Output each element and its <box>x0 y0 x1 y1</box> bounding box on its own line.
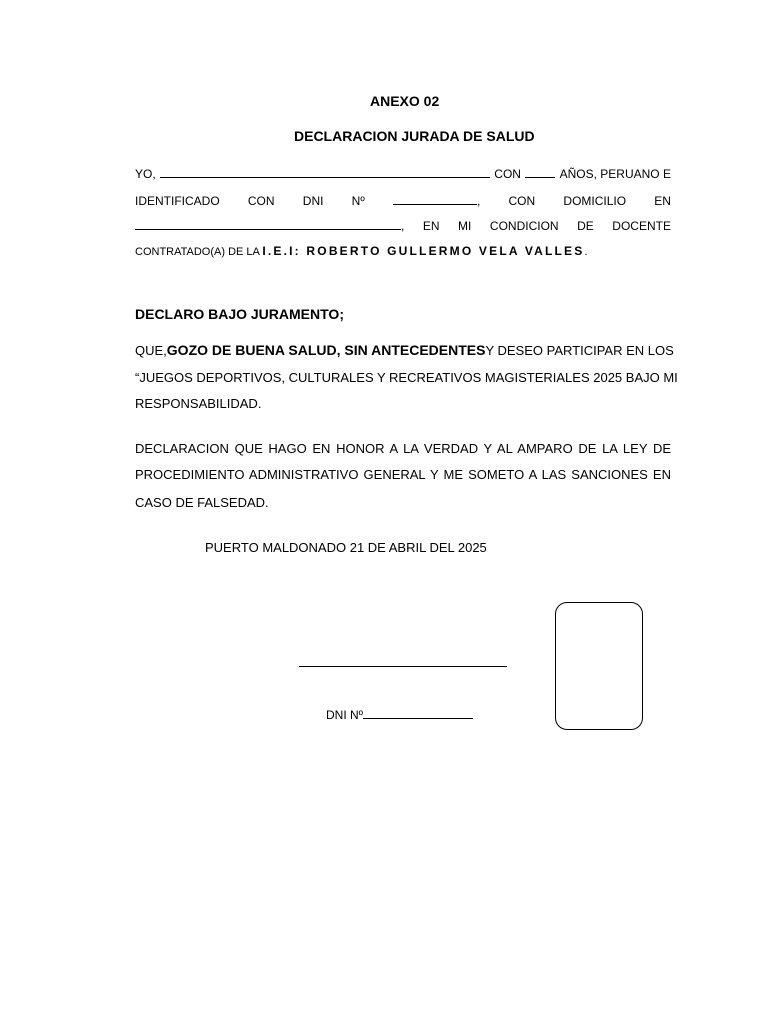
name-blank[interactable] <box>160 166 490 178</box>
annex-label: ANEXO 02 <box>370 93 440 109</box>
place-date: PUERTO MALDONADO 21 DE ABRIL DEL 2025 <box>205 540 487 555</box>
para2-line-1: DECLARACION QUE HAGO EN HONOR A LA VERDAD Y AL AMPARO DE LA LEY DE <box>135 441 671 456</box>
para1-line-1 <box>135 342 674 358</box>
en-label: EN <box>654 194 671 208</box>
para2-line-3: CASO DE FALSEDAD. <box>135 495 269 510</box>
num-label: Nº <box>351 194 365 208</box>
signature-line[interactable] <box>299 666 507 667</box>
fingerprint-box <box>555 602 643 730</box>
para1-rest: Y DESEO PARTICIPAR EN LOS <box>485 343 674 358</box>
school-name: I.E.I: ROBERTO GULLERMO VELA VALLES <box>262 244 585 258</box>
contratado-label: CONTRATADO(A) DE LA <box>135 246 260 258</box>
signature-dni-blank[interactable] <box>363 707 473 719</box>
para1-line-2: “JUEGOS DEPORTIVOS, CULTURALES Y RECREATIVOS MAGISTERIALES 2025 BAJO MI <box>135 370 678 385</box>
document-title: DECLARACION JURADA DE SALUD <box>294 128 535 144</box>
domicilio-label: DOMICILIO <box>563 194 627 208</box>
period: . <box>584 246 588 258</box>
condicion-label: CONDICION <box>489 219 559 233</box>
dni-label: DNI <box>302 194 324 208</box>
intro-line-4 <box>135 244 588 258</box>
intro-line-2 <box>135 193 671 208</box>
docente-label: DOCENTE <box>612 219 671 233</box>
yo-label: YO, <box>135 167 156 181</box>
comma-2: , <box>401 219 405 233</box>
intro-line-3 <box>135 218 671 233</box>
dni-blank[interactable] <box>393 193 477 205</box>
anos-label: AÑOS, PERUANO E <box>559 167 671 181</box>
para2-line-2: PROCEDIMIENTO ADMINISTRATIVO GENERAL Y ME SOMETO A LAS SANCIONES EN <box>135 467 671 482</box>
address-blank[interactable] <box>135 218 401 230</box>
con-label-2: CON <box>247 194 275 208</box>
en-label-2: EN <box>422 219 440 233</box>
declaration-heading: DECLARO BAJO JURAMENTO; <box>135 306 344 322</box>
que-label: QUE, <box>135 343 167 358</box>
con-label: CON <box>494 167 521 181</box>
identificado-label: IDENTIFICADO <box>135 194 220 208</box>
comma: , <box>476 194 481 208</box>
intro-line-1 <box>135 166 671 181</box>
mi-label: MI <box>458 219 472 233</box>
signature-dni-label: DNI Nº <box>326 708 364 722</box>
signature-dni <box>326 707 473 722</box>
para1-line-3: RESPONSABILIDAD. <box>135 396 262 411</box>
de-label: DE <box>577 219 594 233</box>
con-label-3: CON <box>508 194 536 208</box>
health-statement: GOZO DE BUENA SALUD, SIN ANTECEDENTES <box>166 342 486 358</box>
age-blank[interactable] <box>525 166 555 178</box>
